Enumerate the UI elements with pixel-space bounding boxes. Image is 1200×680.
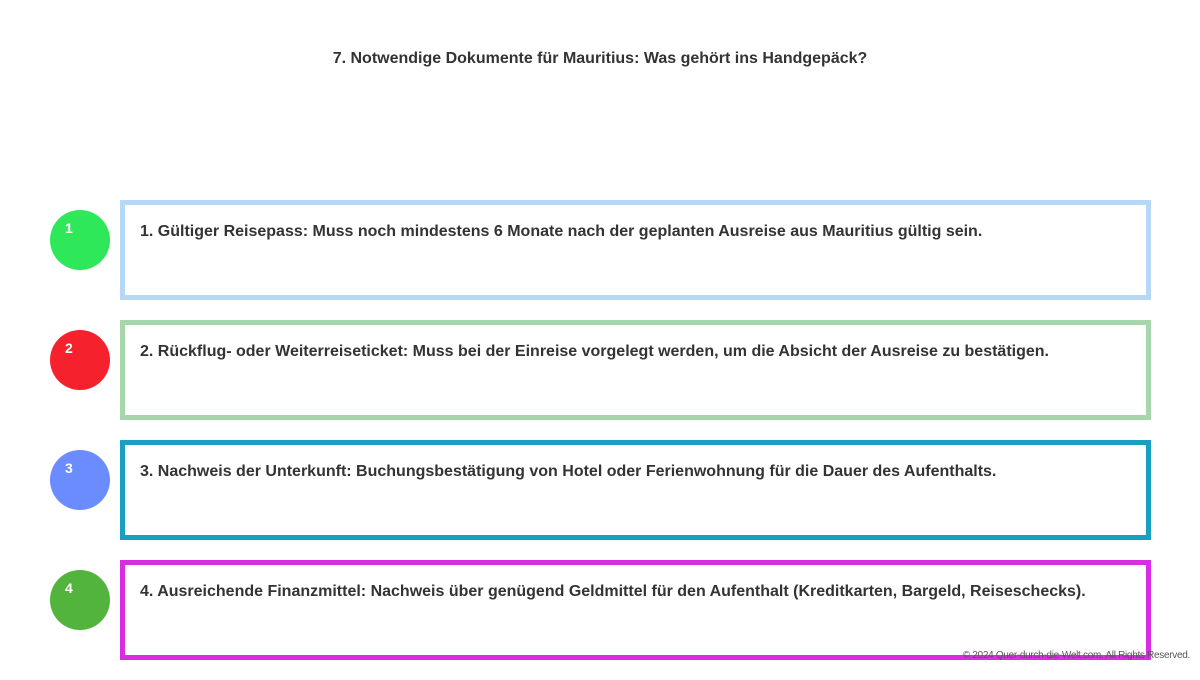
item-text: 4. Ausreichende Finanzmittel: Nachweis über genügend Geldmittel für den Aufenthalt (Kreditkarten, Bargeld, Reiseschecks).	[140, 583, 1086, 600]
number-circle	[50, 210, 110, 270]
step-number: 3	[65, 460, 73, 476]
list-item	[0, 440, 1200, 540]
item-box	[120, 560, 1151, 660]
list-item	[0, 200, 1200, 300]
list-item	[0, 560, 1200, 660]
copyright-footer: © 2024 Quer-durch-die-Welt.com. All Rights Reserved.	[962, 650, 1190, 661]
number-circle	[50, 450, 110, 510]
page-title: 7. Notwendige Dokumente für Mauritius: Was gehört ins Handgepäck?	[332, 50, 868, 67]
item-box	[120, 440, 1151, 540]
item-text: 3. Nachweis der Unterkunft: Buchungsbestätigung von Hotel oder Ferienwohnung für die Dauer des Aufenthalts.	[140, 463, 997, 480]
item-box	[120, 200, 1151, 300]
list-item	[0, 320, 1200, 420]
item-text: 1. Gültiger Reisepass: Muss noch mindestens 6 Monate nach der geplanten Ausreise aus Mauritius gültig sein.	[140, 223, 983, 240]
number-circle	[50, 330, 110, 390]
number-circle	[50, 570, 110, 630]
item-box	[120, 320, 1151, 420]
step-number: 4	[65, 580, 73, 596]
step-number: 1	[65, 220, 73, 236]
step-number: 2	[65, 340, 73, 356]
item-text: 2. Rückflug- oder Weiterreiseticket: Muss bei der Einreise vorgelegt werden, um die Absicht der Ausreise zu bestätigen.	[140, 343, 1049, 360]
